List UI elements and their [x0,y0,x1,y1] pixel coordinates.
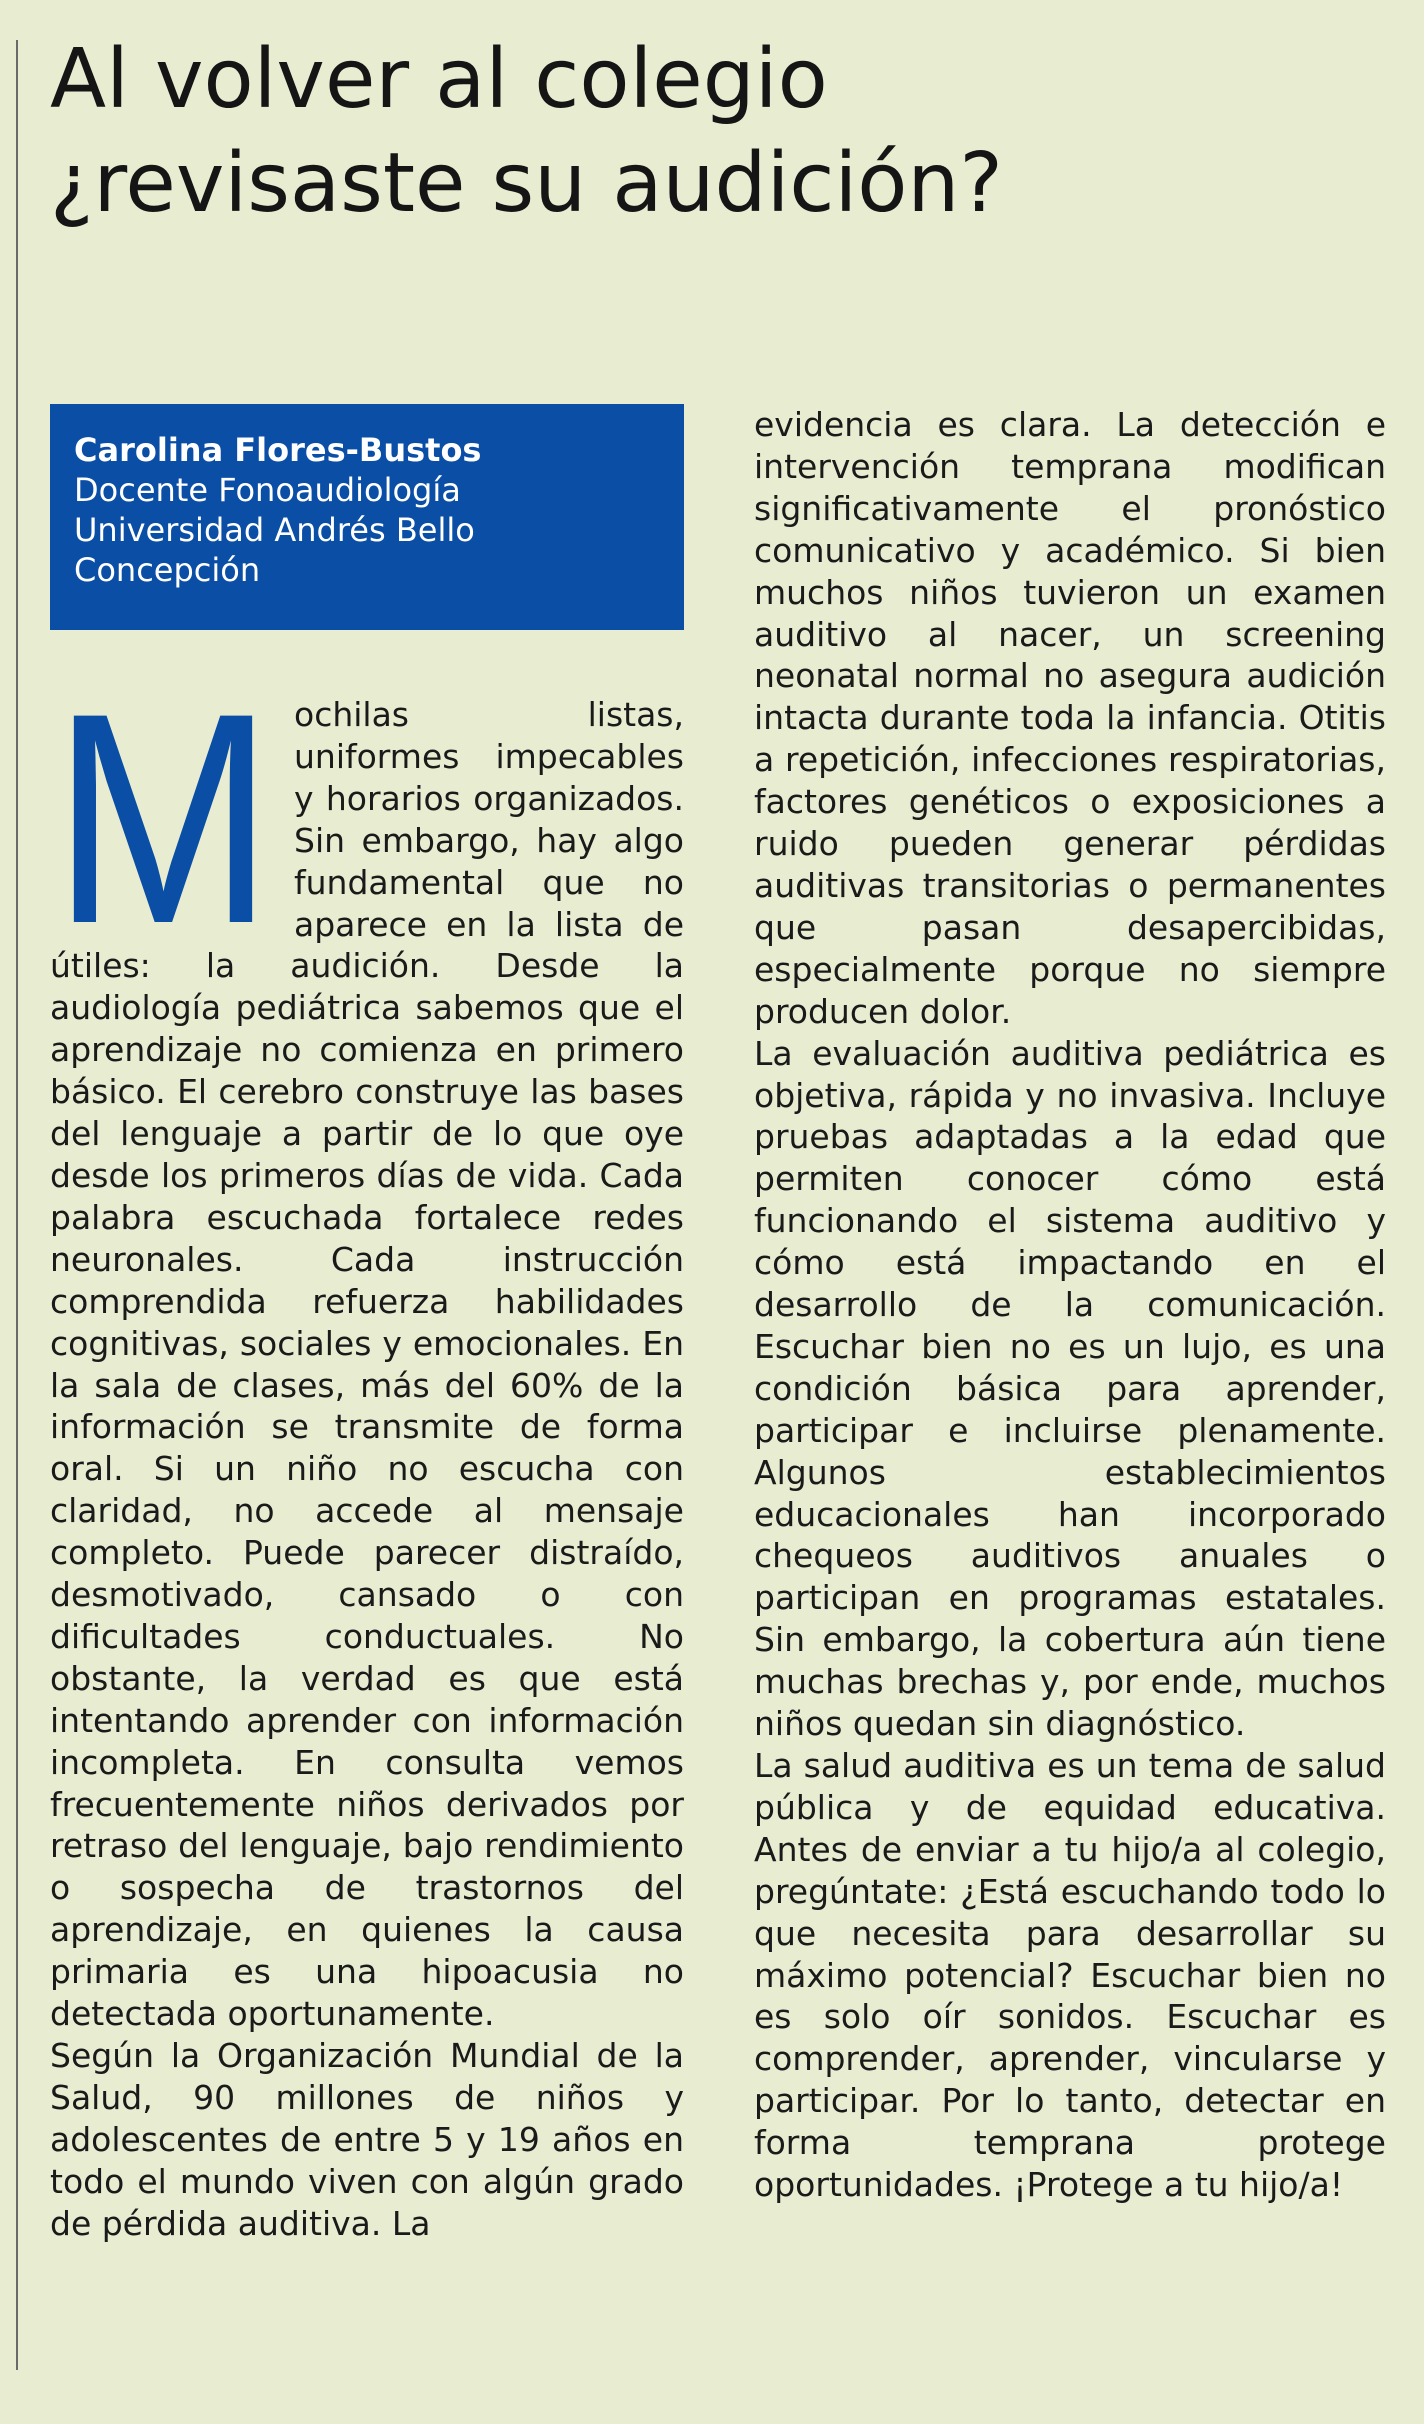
paragraph-3: La evaluación auditiva pediátrica es objetiva, rápida y no invasiva. Incluye pruebas adaptadas a la edad que permiten conocer cómo está funcionando el sistema auditivo y cómo está impactando en el desarrollo de la comunicación. Escuchar bien no es un lujo, es una condición básica para aprender, participar e incluirse plenamente. Algunos establecimientos educacionales han incorporado chequeos auditivos anuales o participan en programas estatales. Sin embargo, la cobertura aún tiene muchas brechas y, por ende, muchos niños quedan sin diagnóstico. [754,1033,1386,1744]
article-column-right [754,404,1386,2206]
author-box [50,404,684,630]
article-headline [50,28,1390,236]
headline-line-1: Al volver al colegio [50,32,828,127]
author-institution: Universidad Andrés Bello [74,511,475,549]
drop-cap [50,700,276,932]
paragraph-2-end: evidencia es clara. La detección e intervención temprana modifican significativamente el pronóstico comunicativo y académico. Si bien muchos niños tuvieron un examen auditivo al nacer, un screening neonatal normal no asegura audición intacta durante toda la infancia. Otitis a repetición, infecciones respiratorias, factores genéticos o exposiciones a ruido pueden generar pérdidas auditivas transitorias o permanentes que pasan desapercibidas, especialmente porque no siempre producen dolor. [754,405,1386,1031]
author-city: Concepción [74,551,261,589]
headline-line-2: ¿revisaste su audición? [50,136,1003,231]
drop-cap-letter: M [52,700,274,932]
author-name: Carolina Flores-Bustos [74,431,482,469]
article-column-left [50,694,684,2245]
author-role: Docente Fonoaudiología [74,471,461,509]
paragraph-1-text: ochilas listas, uniformes impecables y horarios organizados. Sin embargo, hay algo fundamental que no aparece en la lista de útiles: la audición. Desde la audiología pediátrica sabemos que el aprendizaje no comienza en primero básico. El cerebro construye las bases del lenguaje a partir de lo que oye desde los primeros días de vida. Cada palabra escuchada fortalece redes neuronales. Cada instrucción comprendida refuerza habilidades cognitivas, sociales y emocionales. En la sala de clases, más del 60% de la información se transmite de forma oral. Si un niño no escucha con claridad, no accede al mensaje completo. Puede parecer distraído, desmotivado, cansado o con dificultades conductuales. No obstante, la verdad es que está intentando aprender con información incompleta. En consulta vemos frecuentemente niños derivados por retraso del lenguaje, bajo rendimiento o sospecha de trastornos del aprendizaje, en quienes la causa primaria es una hipoacusia no detectada oportunamente. [50,695,684,2034]
paragraph-2-start: Según la Organización Mundial de la Salud, 90 millones de niños y adolescentes de entre 5 y 19 años en todo el mundo viven con algún grado de pérdida auditiva. La [50,2036,684,2243]
drop-cap-glyph [50,700,276,932]
paragraph-4: La salud auditiva es un tema de salud pública y de equidad educativa. Antes de enviar a tu hijo/a al colegio, pregúntate: ¿Está escuchando todo lo que necesita para desarrollar su máximo potencial? Escuchar bien no es solo oír sonidos. Escuchar es comprender, aprender, vincularse y participar. Por lo tanto, detectar en forma temprana protege oportunidades. ¡Protege a tu hijo/a! [754,1746,1386,2205]
paragraph-1 [50,694,684,2035]
left-column-rule [16,40,18,2370]
